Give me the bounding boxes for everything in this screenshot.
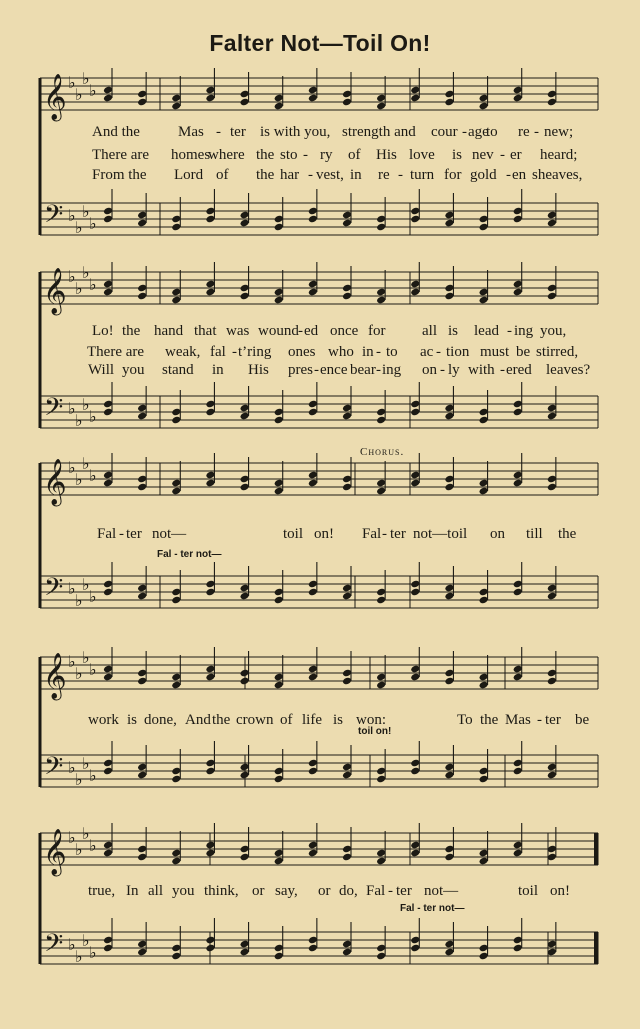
- flat-icon: ♭: [68, 935, 76, 954]
- treble-staff: [40, 263, 598, 316]
- flat-icon: ♭: [75, 85, 83, 104]
- treble-staff: [40, 69, 598, 122]
- flat-icon: ♭: [82, 575, 90, 594]
- lyric-line-s5: true, In all you think, or say, or do, Fal - ter not— toil on!: [88, 883, 570, 899]
- flat-icon: ♭: [68, 267, 76, 286]
- lyric-line-s4: work is done, And the crown of life is won: To the Mas - ter be: [88, 712, 590, 728]
- final-barline: [594, 833, 598, 865]
- treble-clef-icon: 𝄞: [43, 459, 67, 505]
- lyric-line-s1-v2: There are homes where the sto - ry of His love is nev - er heard;: [92, 147, 578, 163]
- flat-icon: ♭: [82, 202, 90, 221]
- flat-icon: ♭: [82, 824, 90, 843]
- chorus-label: Chorus.: [360, 446, 405, 458]
- bass-clef-icon: 𝄢: [44, 393, 64, 428]
- flat-icon: ♭: [68, 828, 76, 847]
- flat-icon: ♭: [68, 73, 76, 92]
- flat-icon: ♭: [75, 218, 83, 237]
- flat-icon: ♭: [82, 69, 90, 88]
- flat-icon: ♭: [89, 407, 97, 426]
- treble-clef-icon: 𝄞: [43, 74, 67, 120]
- flat-icon: ♭: [75, 664, 83, 683]
- treble-staff: [40, 648, 598, 701]
- flat-icon: ♭: [82, 263, 90, 282]
- flat-icon: ♭: [89, 766, 97, 785]
- hymn-title: Falter Not—Toil On!: [209, 30, 431, 56]
- bass-clef-icon: 𝄢: [44, 929, 64, 964]
- lyric-line-s2-v1: Lo! the hand that was wound - ed once for all is lead - ing you,: [92, 323, 567, 339]
- alt-lyric-s3: Fal - ter not—: [157, 549, 222, 560]
- flat-icon: ♭: [75, 411, 83, 430]
- flat-icon: ♭: [89, 836, 97, 855]
- treble-clef-icon: 𝄞: [43, 268, 67, 314]
- flat-icon: ♭: [75, 770, 83, 789]
- bass-clef-icon: 𝄢: [44, 573, 64, 608]
- flat-icon: ♭: [89, 81, 97, 100]
- alt-lyric-s4: toil on!: [358, 726, 392, 737]
- flat-icon: ♭: [89, 660, 97, 679]
- flat-icon: ♭: [82, 931, 90, 950]
- lyric-line-s2-v3: Will you stand in His pres - ence bear - ing on - ly with - ered leaves?: [88, 362, 591, 378]
- flat-icon: ♭: [68, 579, 76, 598]
- treble-clef-icon: 𝄞: [43, 653, 67, 699]
- flat-icon: ♭: [89, 587, 97, 606]
- flat-icon: ♭: [75, 947, 83, 966]
- flat-icon: ♭: [82, 454, 90, 473]
- flat-icon: ♭: [89, 943, 97, 962]
- lyric-line-s2-v2: There are weak, fal - t’ring ones who in - to ac - tion must be stirred,: [87, 344, 579, 360]
- flat-icon: ♭: [89, 466, 97, 485]
- flat-icon: ♭: [68, 652, 76, 671]
- flat-icon: ♭: [75, 840, 83, 859]
- flat-icon: ♭: [68, 206, 76, 225]
- flat-icon: ♭: [75, 591, 83, 610]
- flat-icon: ♭: [68, 399, 76, 418]
- lyric-line-s3: Fal - ter not— toil on! Fal - ter not—toil on till the: [97, 526, 577, 542]
- flat-icon: ♭: [82, 648, 90, 667]
- flat-icon: ♭: [68, 758, 76, 777]
- flat-icon: ♭: [75, 470, 83, 489]
- treble-clef-icon: 𝄞: [43, 829, 67, 875]
- flat-icon: ♭: [89, 275, 97, 294]
- bass-clef-icon: 𝄢: [44, 200, 64, 235]
- flat-icon: ♭: [82, 754, 90, 773]
- treble-staff: [40, 824, 598, 877]
- treble-staff: [40, 454, 598, 507]
- bass-clef-icon: 𝄢: [44, 752, 64, 787]
- flat-icon: ♭: [68, 458, 76, 477]
- alt-lyric-s5: Fal - ter not—: [400, 903, 465, 914]
- flat-icon: ♭: [75, 279, 83, 298]
- lyric-line-s1-v1: And the Mas - ter is with you, strength and cour - age to re - new;: [92, 124, 574, 140]
- lyric-line-s1-v3: From the Lord of the har - vest, in re - turn for gold - en sheaves,: [92, 167, 583, 183]
- flat-icon: ♭: [89, 214, 97, 233]
- flat-icon: ♭: [82, 395, 90, 414]
- final-barline: [594, 932, 598, 964]
